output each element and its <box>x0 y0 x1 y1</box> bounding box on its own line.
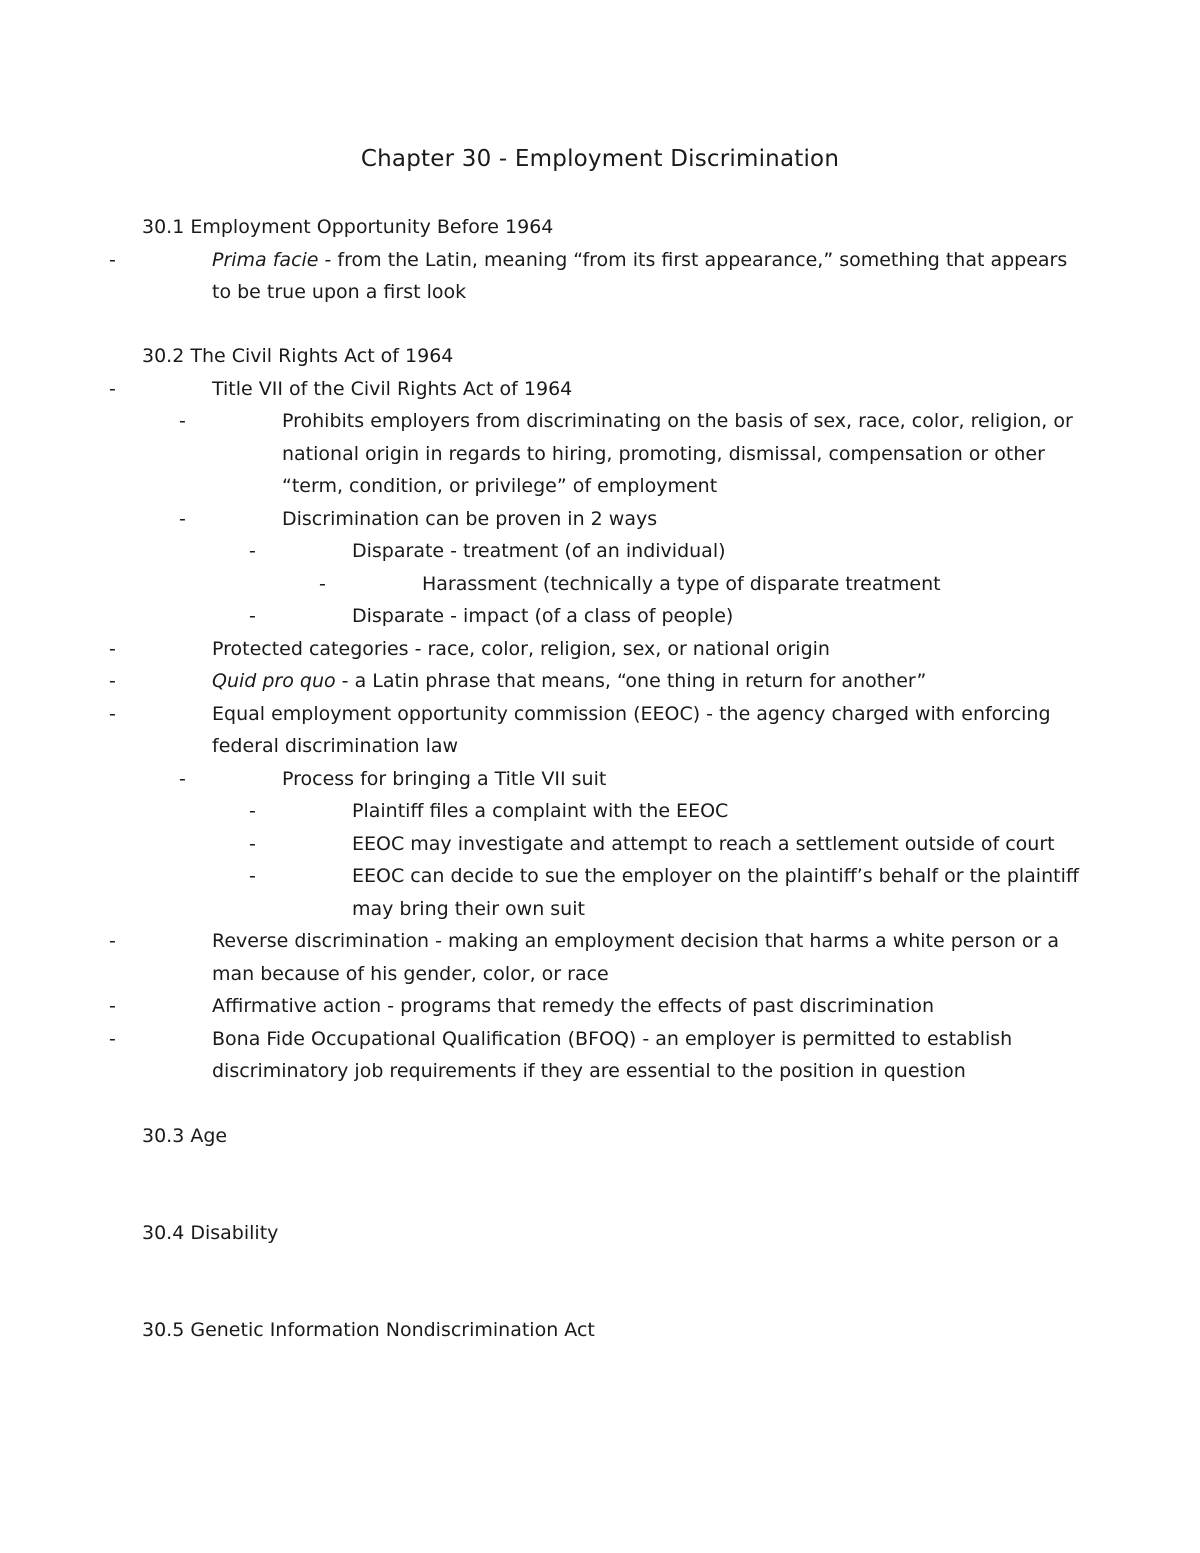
dash-bullet: - <box>109 930 116 952</box>
dash-bullet: - <box>249 800 256 822</box>
sub-list <box>319 568 1082 601</box>
section-heading: 30.5 Genetic Information Nondiscrimination Act <box>142 1319 595 1341</box>
dash-bullet: - <box>109 670 116 692</box>
list-item-text: Plaintiff files a complaint with the EEOC <box>352 800 729 822</box>
list-item <box>249 535 1082 600</box>
list-item-text: Disparate - treatment (of an individual) <box>352 540 726 562</box>
list-item <box>109 373 1082 633</box>
section-30-3 <box>142 1120 1082 1153</box>
list-item-text: EEOC may investigate and attempt to reach a settlement outside of court <box>352 832 1055 855</box>
term: Prima facie <box>212 248 319 271</box>
list-item <box>109 633 1082 666</box>
list-item-text: Harassment (technically a type of disparate treatment <box>422 572 941 595</box>
definition: - a Latin phrase that means, “one thing in return for another” <box>335 670 927 692</box>
list-item-text: Discrimination can be proven in 2 ways <box>282 507 658 530</box>
dash-bullet: - <box>109 702 116 725</box>
section-heading: 30.2 The Civil Rights Act of 1964 <box>142 345 454 367</box>
list-item-text: Bona Fide Occupational Qualification (BFOQ) - an employer is permitted to establish discriminatory job requirements if they are essential to the position in question <box>212 1027 1013 1082</box>
section-heading: 30.1 Employment Opportunity Before 1964 <box>142 216 554 238</box>
list-item-text: Protected categories - race, color, religion, sex, or national origin <box>212 637 830 660</box>
dash-bullet: - <box>109 637 116 660</box>
dash-bullet: - <box>109 995 116 1017</box>
term: Quid pro quo <box>212 670 336 692</box>
list-item-text: Disparate - impact (of a class of people) <box>352 605 734 627</box>
list-item <box>109 698 1082 926</box>
section-30-5 <box>142 1314 1082 1347</box>
dash-bullet: - <box>179 507 186 530</box>
sub-list <box>179 763 1082 926</box>
list-item <box>109 1023 1082 1088</box>
dash-bullet: - <box>249 540 256 562</box>
dash-bullet: - <box>179 767 186 790</box>
bullet-list <box>109 244 1082 309</box>
list-item-text: Title VII of the Civil Rights Act of 1964 <box>212 377 573 400</box>
section-30-1 <box>109 211 1082 309</box>
sub-list <box>179 405 1082 633</box>
list-item <box>179 763 1082 926</box>
section-heading: 30.3 Age <box>142 1125 228 1147</box>
dash-bullet: - <box>249 865 256 887</box>
list-item-text: Prohibits employers from discriminating on the basis of sex, race, color, religion, or national origin in regards to hiring, promoting, dismissal, compensation or other “term, condition, or privilege” of employment <box>282 410 1073 497</box>
section-30-4 <box>142 1217 1082 1250</box>
sub-list <box>249 535 1082 633</box>
list-item <box>249 795 1082 828</box>
definition: - from the Latin, meaning “from its first appearance,” something that appears to be true upon a first look <box>212 248 1068 303</box>
dash-bullet: - <box>179 410 186 432</box>
dash-bullet: - <box>249 832 256 855</box>
list-item <box>109 925 1082 990</box>
list-item-text: Reverse discrimination - making an employment decision that harms a white person or a man because of his gender, color, or race <box>212 930 1060 985</box>
dash-bullet: - <box>109 377 116 400</box>
list-item <box>179 503 1082 633</box>
list-item <box>249 828 1082 861</box>
dash-bullet: - <box>109 248 116 271</box>
list-item <box>109 990 1082 1023</box>
sub-list <box>249 795 1082 925</box>
section-heading: 30.4 Disability <box>142 1222 279 1244</box>
list-item-text: Affirmative action - programs that remedy the effects of past discrimination <box>212 995 935 1017</box>
dash-bullet: - <box>249 605 256 627</box>
list-item-text: Process for bringing a Title VII suit <box>282 767 607 790</box>
list-item-text: Equal employment opportunity commission (EEOC) - the agency charged with enforcing federal discrimination law <box>212 702 1051 757</box>
section-30-2 <box>109 340 1082 1088</box>
list-item <box>109 244 1082 309</box>
dash-bullet: - <box>109 1027 116 1050</box>
list-item <box>179 405 1082 503</box>
list-item <box>319 568 1082 601</box>
document-title: Chapter 30 - Employment Discrimination <box>360 146 840 172</box>
dash-bullet: - <box>319 572 326 595</box>
list-item-text: EEOC can decide to sue the employer on the plaintiff’s behalf or the plaintiff may bring their own suit <box>352 865 1079 920</box>
list-item <box>109 665 1082 698</box>
list-item <box>249 600 1082 633</box>
list-item <box>249 860 1082 925</box>
bullet-list <box>109 373 1082 1088</box>
